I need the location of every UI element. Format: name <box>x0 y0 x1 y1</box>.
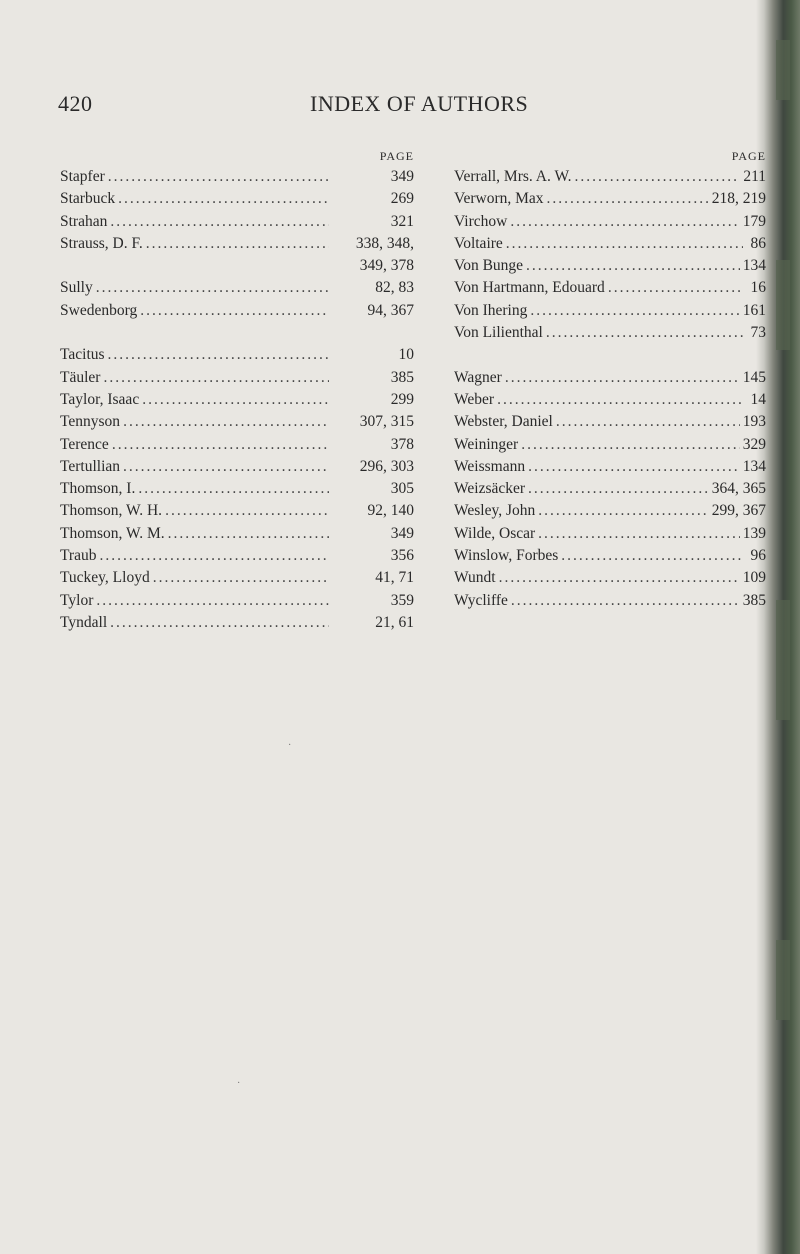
leader-dots <box>146 233 329 255</box>
index-entry <box>454 389 766 411</box>
leader-dots <box>530 300 739 322</box>
entry-name: Taylor, Isaac <box>60 390 140 408</box>
index-entry <box>454 478 766 500</box>
entry-name: Stapfer <box>60 168 105 185</box>
index-entry <box>454 233 766 255</box>
leader-dots <box>528 456 740 478</box>
entry-pages: 16 <box>750 279 766 297</box>
entry-name: Weininger <box>454 435 519 453</box>
leader-dots <box>96 590 329 612</box>
leader-dots <box>168 523 329 545</box>
entry-pages: 21, 61 <box>375 613 414 631</box>
entry-name: Tyndall <box>60 613 108 631</box>
entry-pages: 161 <box>742 301 766 319</box>
leader-dots <box>528 478 709 500</box>
index-entry <box>454 456 766 478</box>
page-number: 420 <box>58 91 93 116</box>
entry-name: Swedenborg <box>60 301 138 319</box>
entry-name: Tacitus <box>60 346 105 364</box>
leader-dots <box>108 166 329 188</box>
entry-pages: 92, 140 <box>367 502 414 520</box>
entry-pages: 86 <box>750 234 766 252</box>
entry-pages: 299, 367 <box>711 502 766 520</box>
leader-dots <box>526 255 740 277</box>
index-entry <box>60 211 428 233</box>
leader-dots <box>108 344 329 366</box>
entry-name: Webster, Daniel <box>454 413 553 431</box>
index-entry <box>454 300 766 322</box>
leader-dots <box>510 211 739 233</box>
leader-dots <box>103 367 329 389</box>
entry-name: Wundt <box>454 569 496 587</box>
leader-dots <box>608 277 743 299</box>
entry-name: Von Ihering <box>454 301 528 319</box>
index-entry <box>60 434 428 456</box>
leader-dots <box>497 389 743 411</box>
index-group <box>60 344 428 634</box>
index-entry <box>454 411 766 433</box>
entry-pages: 329 <box>742 435 766 453</box>
index-entry <box>60 277 428 299</box>
page-title: INDEX OF AUTHORS <box>310 91 529 116</box>
page-header <box>58 91 748 121</box>
entry-pages: 218, 219 <box>711 190 766 208</box>
index-entry <box>60 188 428 210</box>
entry-pages: 364, 365 <box>711 480 766 498</box>
entry-name: Thomson, W. M. <box>60 524 165 542</box>
index-group <box>60 166 428 322</box>
index-entry <box>454 255 766 277</box>
index-entry <box>60 367 428 389</box>
entry-name: Wilde, Oscar <box>454 524 536 542</box>
leader-dots <box>575 166 741 188</box>
entry-name: Thomson, W. H. <box>60 502 163 520</box>
entry-name: Tuckey, Lloyd <box>60 569 150 587</box>
entry-name: Tennyson <box>60 413 121 431</box>
entry-name: Starbuck <box>60 190 116 208</box>
entry-pages: 378 <box>390 435 414 453</box>
index-group <box>454 367 766 612</box>
entry-pages: 356 <box>390 547 414 565</box>
entry-pages: 349 <box>390 524 414 542</box>
leader-dots <box>505 367 740 389</box>
leader-dots <box>138 478 329 500</box>
index-entry <box>454 322 766 344</box>
entry-pages: 145 <box>742 368 766 386</box>
entry-pages: 296, 303 <box>359 457 414 475</box>
entry-name: Tertullian <box>60 457 121 475</box>
entry-name: Terence <box>60 435 109 453</box>
leader-dots <box>506 233 743 255</box>
leader-dots <box>556 411 740 433</box>
entry-pages: 193 <box>742 413 766 431</box>
index-entry <box>454 500 766 522</box>
leader-dots <box>511 590 740 612</box>
index-entry <box>454 166 766 188</box>
index-entry <box>454 567 766 589</box>
leader-dots <box>99 545 329 567</box>
entry-name: Tylor <box>60 591 94 609</box>
entry-name: Virchow <box>454 212 508 230</box>
leader-dots <box>547 188 709 210</box>
entry-pages: 134 <box>742 457 766 475</box>
entry-name: Winslow, Forbes <box>454 547 559 565</box>
entry-name: Verrall, Mrs. A. W. <box>454 168 572 185</box>
index-entry <box>454 367 766 389</box>
entry-name: Wagner <box>454 368 502 386</box>
index-entry <box>454 211 766 233</box>
entry-name: Strahan <box>60 212 108 230</box>
entry-pages: 338, 348, <box>355 234 414 252</box>
entry-name: Sully <box>60 279 93 297</box>
column-heading: PAGE <box>731 149 766 163</box>
index-entry <box>60 166 428 188</box>
index-entry <box>60 500 428 522</box>
entry-pages-continued: 349, 378 <box>359 257 414 275</box>
leader-dots <box>96 277 329 299</box>
entry-pages: 321 <box>390 212 414 230</box>
index-group <box>454 166 766 344</box>
entry-pages: 359 <box>390 591 414 609</box>
leader-dots <box>546 322 743 344</box>
leader-dots <box>110 612 329 634</box>
entry-pages: 139 <box>742 524 766 542</box>
entry-name: Verworn, Max <box>454 190 544 208</box>
index-entry <box>60 411 428 433</box>
index-entry <box>60 523 428 545</box>
entry-name: Thomson, I. <box>60 480 136 498</box>
leader-dots <box>561 545 743 567</box>
index-entry <box>454 434 766 456</box>
leader-dots <box>499 567 740 589</box>
entry-name: Traub <box>60 547 97 565</box>
entry-name: Von Hartmann, Edouard <box>454 279 605 297</box>
entry-name: Strauss, D. F. <box>60 234 143 252</box>
specks: · <box>288 740 292 751</box>
leader-dots <box>118 188 329 210</box>
entry-name: Von Lilienthal <box>454 324 543 342</box>
entry-pages: 349 <box>390 168 414 185</box>
entry-name: Von Bunge <box>454 257 524 275</box>
entry-name: Täuler <box>60 368 101 386</box>
index-entry <box>60 233 428 255</box>
index-entry <box>60 590 428 612</box>
leader-dots <box>165 500 329 522</box>
leader-dots <box>140 300 329 322</box>
entry-name: Weissmann <box>454 457 526 475</box>
leader-dots <box>123 411 329 433</box>
entry-name: Weber <box>454 390 495 408</box>
entry-pages: 385 <box>742 591 766 609</box>
entry-name: Voltaire <box>454 234 503 252</box>
index-entry <box>60 478 428 500</box>
entry-pages: 179 <box>742 212 766 230</box>
leader-dots <box>538 500 708 522</box>
entry-name: Wesley, John <box>454 502 536 520</box>
index-entry <box>60 389 428 411</box>
leader-dots <box>521 434 740 456</box>
entry-pages: 299 <box>390 390 414 408</box>
index-entry <box>454 188 766 210</box>
entry-pages: 14 <box>750 390 766 408</box>
entry-pages: 94, 367 <box>367 301 414 319</box>
entry-pages: 307, 315 <box>359 413 414 431</box>
index-entry <box>454 590 766 612</box>
leader-dots <box>153 567 329 589</box>
leader-dots <box>112 434 329 456</box>
column-heading: PAGE <box>379 149 414 163</box>
index-entry <box>60 456 428 478</box>
entry-pages: 305 <box>390 480 414 498</box>
entry-name: Wycliffe <box>454 591 508 609</box>
entry-pages: 10 <box>398 346 414 364</box>
index-entry <box>454 545 766 567</box>
entry-pages: 211 <box>743 168 766 185</box>
leader-dots <box>110 211 329 233</box>
index-entry <box>60 567 428 589</box>
entry-pages: 269 <box>390 190 414 208</box>
leader-dots <box>142 389 329 411</box>
index-entry <box>60 344 428 366</box>
entry-pages: 109 <box>742 569 766 587</box>
entry-pages: 41, 71 <box>375 569 414 587</box>
specks: · <box>237 1078 241 1089</box>
entry-pages: 134 <box>742 257 766 275</box>
index-entry <box>60 300 428 322</box>
index-entry <box>454 523 766 545</box>
index-column-left <box>60 146 428 634</box>
leader-dots <box>538 523 740 545</box>
index-entry <box>454 277 766 299</box>
index-entry <box>60 612 428 634</box>
entry-name: Weizsäcker <box>454 480 526 498</box>
entry-pages: 73 <box>750 324 766 342</box>
entry-pages: 385 <box>390 368 414 386</box>
entry-pages: 82, 83 <box>375 279 414 297</box>
index-column-right <box>454 146 766 612</box>
entry-pages: 96 <box>750 547 766 565</box>
leader-dots <box>123 456 329 478</box>
index-entry <box>60 545 428 567</box>
